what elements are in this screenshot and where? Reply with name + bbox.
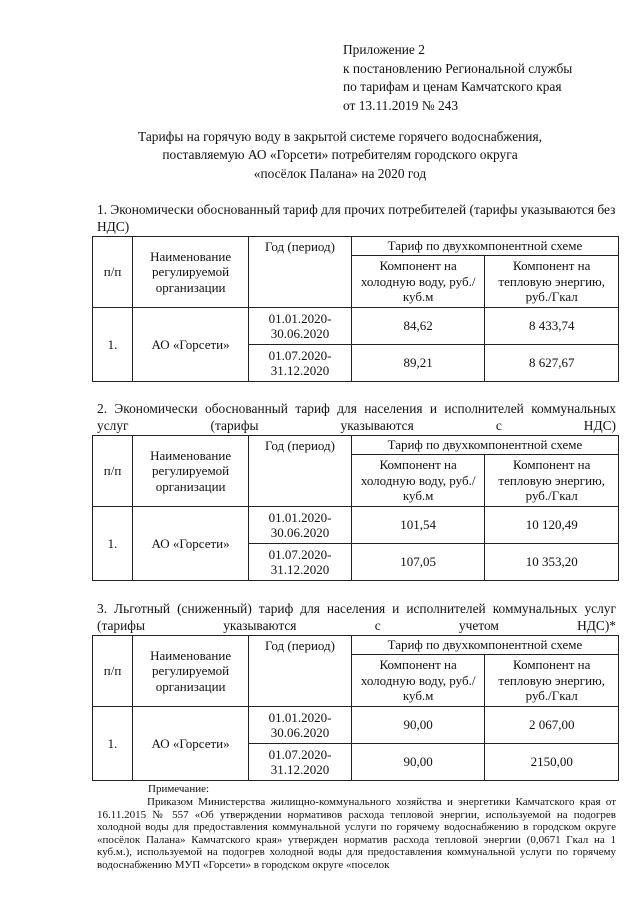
cold-water-value: 107,05 bbox=[351, 544, 485, 581]
row-number: 1. bbox=[93, 707, 133, 781]
header-org: Наименование регулируемой организации bbox=[133, 636, 249, 707]
header-period: Год (период) bbox=[249, 237, 352, 308]
appendix-line: от 13.11.2019 № 243 bbox=[343, 97, 459, 113]
header-heat: Компонент на тепловую энергию, руб./Гкал bbox=[485, 455, 619, 507]
header-scheme: Тариф по двухкомпонентной схеме bbox=[351, 636, 618, 655]
row-number: 1. bbox=[93, 507, 133, 581]
org-name: АО «Горсети» bbox=[133, 308, 249, 382]
header-pp: п/п bbox=[93, 436, 133, 507]
heat-value: 10 353,20 bbox=[485, 544, 619, 581]
title-line: «посёлок Палана» на 2020 год bbox=[253, 165, 427, 181]
heat-value: 10 120,49 bbox=[485, 507, 619, 544]
period-cell: 01.01.2020-30.06.2020 bbox=[249, 308, 352, 345]
title-line: поставляемую АО «Горсети» потребителям городского округа bbox=[162, 147, 518, 163]
appendix-line: к постановлению Региональной службы bbox=[343, 60, 573, 76]
header-org: Наименование регулируемой организации bbox=[133, 237, 249, 308]
period-cell: 01.07.2020-31.12.2020 bbox=[249, 744, 352, 781]
tariff-table-1 bbox=[92, 236, 619, 382]
appendix-block bbox=[343, 41, 572, 115]
heat-value: 8 433,74 bbox=[485, 308, 619, 345]
header-cold-water: Компонент на холодную воду, руб./куб.м bbox=[351, 256, 485, 308]
tariff-table-2 bbox=[92, 435, 619, 581]
heat-value: 8 627,67 bbox=[485, 345, 619, 382]
cold-water-value: 90,00 bbox=[351, 707, 485, 744]
cold-water-value: 89,21 bbox=[351, 345, 485, 382]
period-cell: 01.01.2020-30.06.2020 bbox=[249, 707, 352, 744]
header-scheme: Тариф по двухкомпонентной схеме bbox=[351, 436, 618, 455]
title-line: Тарифы на горячую воду в закрытой системе горячего водоснабжения, bbox=[138, 129, 542, 144]
header-org: Наименование регулируемой организации bbox=[133, 436, 249, 507]
header-period: Год (период) bbox=[249, 436, 352, 507]
header-heat: Компонент на тепловую энергию, руб./Гкал bbox=[485, 655, 619, 707]
note-label: Примечание: bbox=[148, 783, 210, 795]
header-heat: Компонент на тепловую энергию, руб./Гкал bbox=[485, 256, 619, 308]
period-cell: 01.01.2020-30.06.2020 bbox=[249, 507, 352, 544]
org-name: АО «Горсети» bbox=[133, 707, 249, 781]
cold-water-value: 90,00 bbox=[351, 744, 485, 781]
cold-water-value: 101,54 bbox=[351, 507, 485, 544]
cold-water-value: 84,62 bbox=[351, 308, 485, 345]
header-pp: п/п bbox=[93, 237, 133, 308]
org-name: АО «Горсети» bbox=[133, 507, 249, 581]
appendix-line: Приложение 2 bbox=[343, 42, 425, 57]
period-cell: 01.07.2020-31.12.2020 bbox=[249, 345, 352, 382]
row-number: 1. bbox=[93, 308, 133, 382]
document-title bbox=[60, 128, 620, 183]
section-3-heading: 3. Льготный (сниженный) тариф для населения и исполнителей коммунальных услуг (тарифы указываются с учетом НДС)* bbox=[97, 601, 616, 633]
header-period: Год (период) bbox=[249, 636, 352, 707]
header-cold-water: Компонент на холодную воду, руб./куб.м bbox=[351, 655, 485, 707]
appendix-line: по тарифам и ценам Камчатского края bbox=[343, 79, 562, 94]
note-text: Приказом Министерства жилищно-коммунального хозяйства и энергетики Камчатского края от 16.11.2015 № 557 «Об утверждении нормативов расхода тепловой энергии, используемой на подогрев холодной воды для предоставления коммунальной услуги по горячему водоснабжению в городском округе «посёлок Палана» Камчатского края» утвержден норматив расхода тепловой энергии (0,0671 Гкал на 1 куб.м.), используемой на подогрев холодной воды для предоставления коммунальной услуги по горячему водоснабжению МУП «Горсети» в городском округе «поселок bbox=[97, 796, 616, 871]
header-pp: п/п bbox=[93, 636, 133, 707]
tariff-table-3 bbox=[92, 635, 619, 781]
section-1-heading: 1. Экономически обоснованный тариф для прочих потребителей (тарифы указываются без НДС) bbox=[97, 202, 616, 234]
header-scheme: Тариф по двухкомпонентной схеме bbox=[351, 237, 618, 256]
heat-value: 2 067,00 bbox=[485, 707, 619, 744]
period-cell: 01.07.2020-31.12.2020 bbox=[249, 544, 352, 581]
section-2-heading: 2. Экономически обоснованный тариф для населения и исполнителей коммунальных услуг (тарифы указываются с НДС) bbox=[97, 401, 616, 433]
header-cold-water: Компонент на холодную воду, руб./куб.м bbox=[351, 455, 485, 507]
heat-value: 2150,00 bbox=[485, 744, 619, 781]
